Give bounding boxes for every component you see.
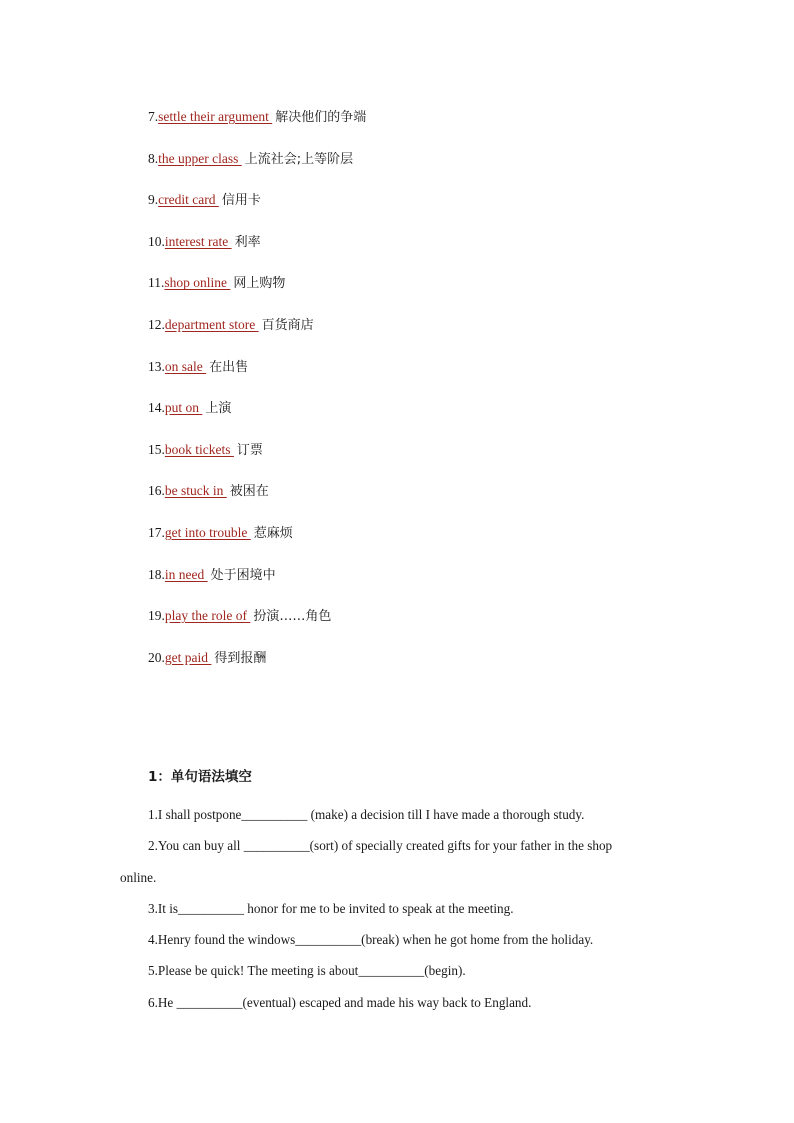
vocab-item xyxy=(148,190,366,232)
vocab-english: get into trouble xyxy=(164,524,251,540)
vocab-chinese: 订票 xyxy=(236,442,263,458)
vocab-chinese: 百货商店 xyxy=(261,317,314,333)
vocab-english: play the role of xyxy=(164,608,251,624)
vocab-english: put on xyxy=(164,400,203,416)
vocab-chinese: 网上购物 xyxy=(233,276,286,292)
exercise-item: 3.It is__________ honor for me to be invited to speak at the meeting. xyxy=(148,900,514,916)
vocab-number: 15. xyxy=(148,441,165,457)
vocab-number: 17. xyxy=(148,524,165,540)
vocab-chinese: 惹麻烦 xyxy=(253,525,293,541)
vocab-number: 10. xyxy=(148,233,165,249)
vocab-english: interest rate xyxy=(164,233,232,249)
vocab-number: 7. xyxy=(148,109,159,124)
vocab-item xyxy=(148,398,366,440)
vocab-number: 20. xyxy=(148,649,165,665)
vocab-chinese: 处于困境中 xyxy=(210,567,276,583)
vocab-number: 18. xyxy=(148,566,165,582)
vocab-chinese: 得到报酬 xyxy=(214,650,267,666)
section-title: 1：单句语法填空 xyxy=(148,769,252,785)
vocab-english: on sale xyxy=(164,358,207,374)
vocab-chinese: 扮演……角色 xyxy=(253,609,332,625)
exercise-list xyxy=(120,799,650,1018)
vocab-item xyxy=(148,523,366,565)
vocab-item xyxy=(148,357,366,399)
vocab-number: 12. xyxy=(148,316,165,332)
exercise-item: 2.You can buy all __________(sort) of specially created gifts for your father in the shop online. xyxy=(120,838,613,885)
vocab-chinese: 解决他们的争端 xyxy=(275,110,367,125)
vocab-item xyxy=(148,232,366,274)
vocab-number: 19. xyxy=(148,608,165,624)
vocab-item xyxy=(148,606,366,648)
exercise-item: 6.He __________(eventual) escaped and made his way back to England. xyxy=(148,994,532,1010)
vocab-chinese: 上演 xyxy=(205,401,232,417)
vocab-number: 13. xyxy=(148,358,165,374)
vocab-item xyxy=(148,107,366,149)
vocab-english: be stuck in xyxy=(164,483,227,499)
exercise-item: 4.Henry found the windows__________(break) when he got home from the holiday. xyxy=(148,932,594,948)
vocab-number: 16. xyxy=(148,483,165,499)
vocab-english: the upper class xyxy=(158,150,242,166)
vocab-item xyxy=(148,440,366,482)
exercise-item: 5.Please be quick! The meeting is about__________(begin). xyxy=(148,963,466,979)
vocab-item xyxy=(148,149,366,191)
vocab-chinese: 上流社会;上等阶层 xyxy=(244,151,354,167)
vocab-item xyxy=(148,565,366,607)
vocab-english: get paid xyxy=(164,649,212,665)
vocab-item xyxy=(148,315,366,357)
vocab-english: book tickets xyxy=(164,441,234,457)
vocab-english: credit card xyxy=(158,192,219,208)
vocab-number: 11. xyxy=(148,275,165,291)
vocab-chinese: 在出售 xyxy=(209,359,249,375)
vocab-item xyxy=(148,481,366,523)
vocab-english: shop online xyxy=(164,275,231,291)
vocab-item xyxy=(148,648,366,690)
vocabulary-list xyxy=(148,107,366,689)
vocab-number: 9. xyxy=(148,192,159,208)
vocab-english: in need xyxy=(164,566,208,582)
vocab-english: settle their argument xyxy=(158,109,273,124)
vocab-english: department store xyxy=(164,316,259,332)
vocab-item xyxy=(148,273,366,315)
vocab-chinese: 被困在 xyxy=(229,484,269,500)
vocab-chinese: 信用卡 xyxy=(221,193,261,209)
vocab-number: 8. xyxy=(148,150,159,166)
exercise-item: 1.I shall postpone__________ (make) a decision till I have made a thorough study. xyxy=(148,807,585,822)
vocab-chinese: 利率 xyxy=(234,234,261,250)
vocab-number: 14. xyxy=(148,400,165,416)
